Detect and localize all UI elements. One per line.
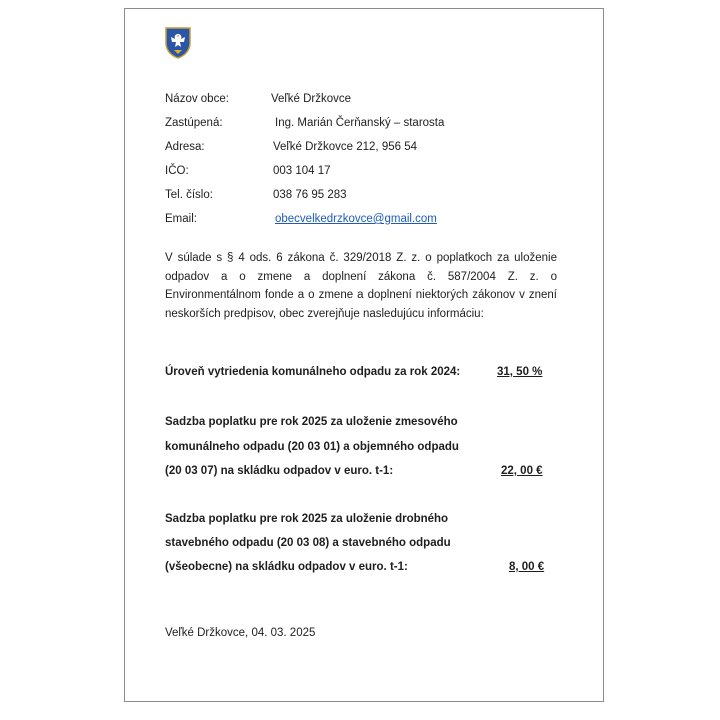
address-label: Adresa:: [165, 141, 205, 153]
representative-label: Zastúpená:: [165, 117, 223, 129]
fee-mixed-line-1: Sadzba poplatku pre rok 2025 za uloženie zmesového: [165, 416, 458, 428]
info-row-representative: [165, 115, 445, 131]
ico-value: 003 104 17: [273, 165, 331, 177]
fee-mixed-line-3: (20 03 07) na skládku odpadov v euro. t-1:: [165, 465, 394, 477]
address-value: Veľké Držkovce 212, 956 54: [273, 141, 417, 153]
fee-mixed-value: 22, 00 €: [501, 465, 543, 477]
sorting-level-value: 31, 50 %: [497, 366, 543, 378]
document-page: [124, 8, 604, 702]
municipal-coat-of-arms-icon: [165, 27, 191, 59]
fee-construction-line-2: stavebného odpadu (20 03 08) a stavebného odpadu: [165, 537, 451, 549]
fee-mixed-line-2: komunálneho odpadu (20 03 01) a objemného odpadu: [165, 441, 459, 453]
name-value: Veľké Držkovce: [271, 93, 352, 105]
ico-label: IČO:: [165, 165, 189, 177]
fee-construction-line-3: (všeobecne) na skládku odpadov v euro. t-1:: [165, 561, 408, 573]
name-label: Názov obce:: [165, 93, 229, 105]
fee-construction-value: 8, 00 €: [509, 561, 545, 573]
phone-label: Tel. číslo:: [165, 189, 213, 201]
info-row-email: [165, 211, 437, 227]
info-row-name: [165, 91, 352, 107]
info-row-address: [165, 139, 417, 155]
info-row-phone: [165, 187, 347, 203]
email-label: Email:: [165, 213, 197, 225]
fee-construction-line-1: Sadzba poplatku pre rok 2025 za uloženie drobného: [165, 513, 449, 525]
intro-paragraph: V súlade s § 4 ods. 6 zákona č. 329/2018 Z. z. o poplatkoch za uloženie odpadov a o zmene a doplnení zákona č. 587/2004 Z. z. o Environmentálnom fonde a o zmene a doplnení niektorých zákonov v znení neskorších predpisov, obec zverejňuje nasledujúcu informáciu:: [165, 252, 557, 320]
info-row-ico: [165, 163, 331, 179]
representative-value: Ing. Marián Čerňanský – starosta: [275, 117, 445, 129]
place-and-date: Veľké Držkovce, 04. 03. 2025: [165, 627, 316, 639]
sorting-level-label: Úroveň vytriedenia komunálneho odpadu za rok 2024:: [165, 366, 461, 378]
email-link[interactable]: obecvelkedrzkovce@gmail.com: [275, 213, 437, 225]
phone-value: 038 76 95 283: [273, 189, 347, 201]
